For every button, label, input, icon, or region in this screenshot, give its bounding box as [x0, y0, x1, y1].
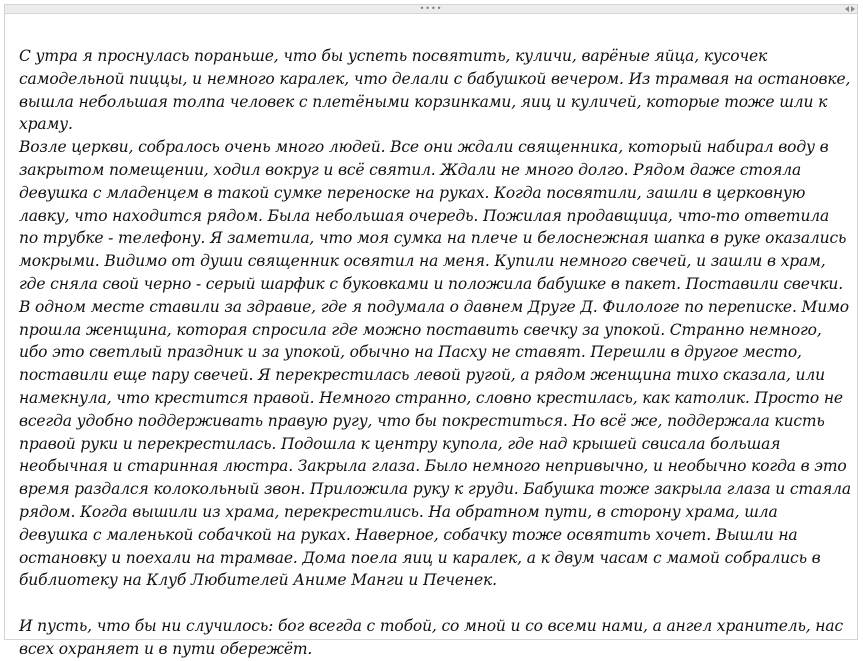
document-window: [4, 4, 858, 658]
scroll-arrows: [845, 6, 855, 12]
arrow-left-icon[interactable]: [845, 6, 849, 12]
paragraph-closing: И пусть, что бы ни случилось: бог всегда с тобой, со мной и со всеми нами, а ангел хранитель, нас всех охраняет и в пути обережёт.: [19, 616, 843, 658]
horizontal-scrollbar[interactable]: [5, 5, 857, 14]
scroll-grip-icon[interactable]: ••••: [419, 4, 443, 13]
document-text: [19, 45, 851, 661]
paragraph-church: Возле церкви, собралось очень много людей. Все они ждали священника, который набирал воду в закрытом помещении, ходил вокруг и всё святил. Ждали не много долго. Рядом даже стояла девушка с младенцем в такой сумке переноске на руках. Когда посвятили, зашли в церковную лавку, что находится рядом. Была небольшая очередь. Пожилая продавщица, что-то ответила по трубке - телефону. Я заметила, что моя сумка на плече и белоснежная шапка в руке оказались мокрыми. Видимо от души священник освятил на меня. Купили немного свечей, и зашли в храм, где сняла свой черно - серый шарфик с буковками и положила бабушке в пакет. Поставили свечки. В одном месте ставили за здравие, где я подумала о давнем Друге Д. Филологе по переписке. Мимо прошла женщина, которая спросила где можно поставить свечку за упокой. Странно немного, ибо это светлый праздник и за упокой, обычно на Пасху не ставят. Перешли в другое место, поставили еще пару свечей. Я перекрестилась левой ругой, а рядом женщина тихо сказала, или намекнула, что крестится правой. Немного странно, словно крестилась, как католик. Просто не всегда удобно поддерживать правую ругу, что бы покреститься. Но всё же, поддержала кисть правой руки и перекрестилась. Подошла к центру купола, где над крышей свисала большая необычная и старинная люстра. Закрыла глаза. Было немного непривычно, и необычно когда в это время раздался колокольный звон. Приложила руку к груди. Бабушка тоже закрыла глаза и стаяла рядом. Когда вышили из храма, перекрестились. На обратном пути, в сторону храма, шла девушка с маленькой собачкой на руках. Наверное, собачку тоже освятить хочет. Вышли на остановку и поехали на трамвае. Дома поела яиц и каралек, а к двум часам с мамой собрались в библиотеку на Клуб Любителей Аниме Манги и Печенек.: [19, 138, 851, 590]
arrow-right-icon[interactable]: [851, 6, 855, 12]
paragraph-spacer: [19, 592, 851, 615]
paragraph-morning: С утра я проснулась пораньше, что бы успеть посвятить, куличи, варёные яйца, кусочек самодельной пиццы, и немного каралек, что делали с бабушкой вечером. Из трамвая на остановке, вышла небольшая толпа человек с плетёными корзинками, яиц и куличей, которые тоже шли к храму.: [19, 47, 851, 134]
